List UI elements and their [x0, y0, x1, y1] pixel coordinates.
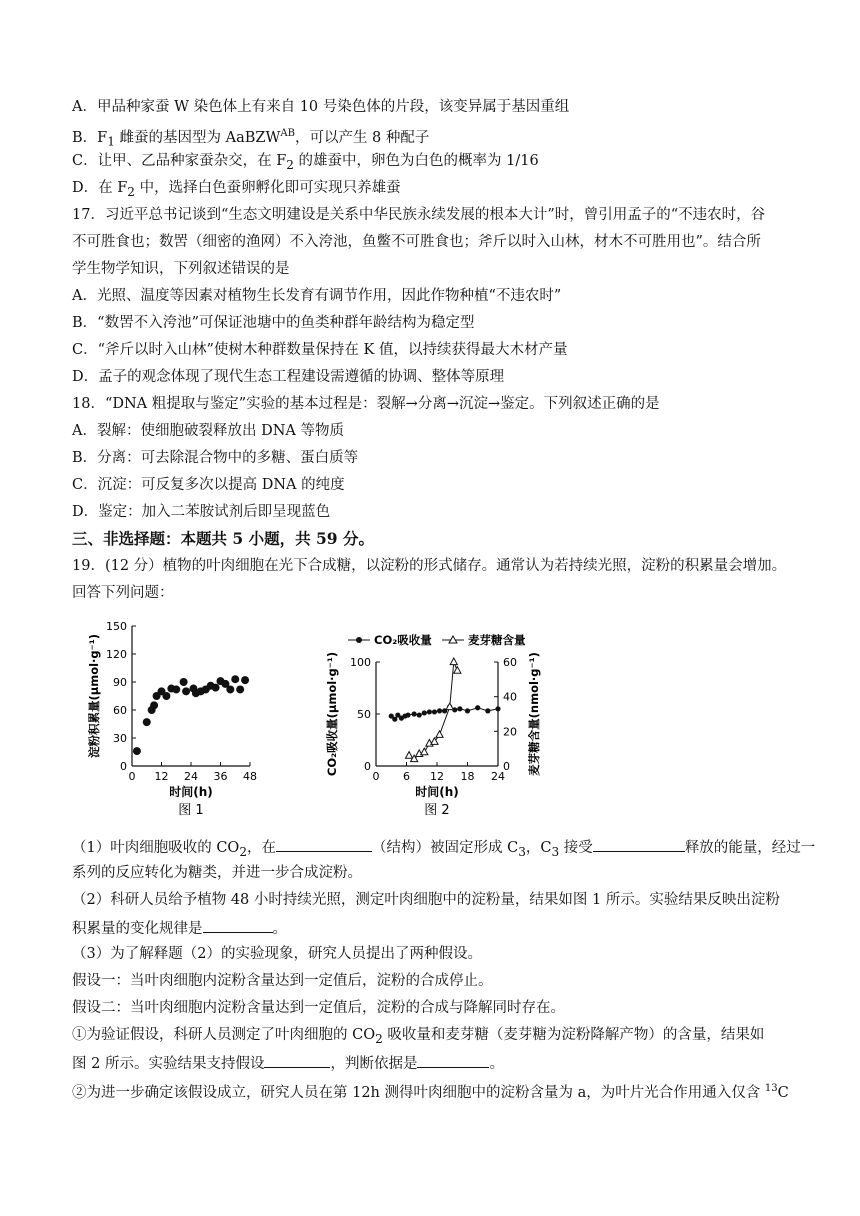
- q17-option-b: B．“数罟不入洿池”可保证池塘中的鱼类种群年龄结构为稳定型: [72, 315, 475, 331]
- q19-part1-line2: 系列的反应转化为糖类，并进一步合成淀粉。: [72, 865, 362, 881]
- co2-data-point: [437, 708, 442, 713]
- maltose-data-point: [405, 752, 412, 759]
- q19-part3-intro: （3）为了解释题（2）的实验现象，研究人员提出了两种假设。: [72, 946, 482, 962]
- y-left-tick-label: 50: [357, 708, 371, 721]
- answer-blank-pattern[interactable]: [203, 917, 273, 933]
- y-tick-label: 30: [113, 732, 127, 745]
- x-tick-label: 24: [491, 770, 505, 783]
- x-tick-label: 6: [403, 770, 410, 783]
- q18-option-a: A．裂解：使细胞破裂释放出 DNA 等物质: [72, 423, 344, 439]
- q16-option-b: B．$F_1$ 雌蚕的基因型为 AaBZW$^{AB}$，可以产生 8 种配子: [72, 128, 430, 149]
- y-tick-label: 120: [106, 648, 127, 661]
- q18-option-d: D．鉴定：加入二苯胺试剂后即呈现蓝色: [72, 504, 331, 520]
- q16-option-a: A．甲品种家蚕 W 染色体上有来自 10 号染色体的片段，该变异属于基因重组: [72, 99, 570, 115]
- q17-option-a: A．光照、温度等因素对植物生长发育有调节作用，因此作物种植“不违农时”: [72, 288, 562, 304]
- data-point: [172, 685, 180, 693]
- x-tick-label: 18: [460, 770, 475, 783]
- y-axis-right-label: 麦芽糖含量(nmol·g⁻¹): [527, 652, 541, 776]
- q19-stem-line1: 19．(12 分）植物的叶肉细胞在光下合成糖，以淀粉的形式储存。通常认为若持续光照，淀粉的积累量会增加。: [72, 558, 787, 574]
- co2-data-point: [427, 709, 432, 714]
- q19-stem-line2: 回答下列问题：: [72, 585, 174, 601]
- co2-data-point: [422, 710, 427, 715]
- figure-caption: 图 2: [424, 803, 450, 818]
- x-tick-label: 0: [372, 770, 380, 783]
- x-tick-label: 12: [154, 770, 169, 783]
- q19-part3-c1-line2: 图 2 所示。实验结果支持假设 ，判断依据是 。: [72, 1052, 504, 1074]
- data-point: [143, 718, 151, 726]
- q19-part2-line2: 积累量的变化规律是 。: [72, 917, 287, 939]
- y-right-tick-label: 40: [503, 690, 517, 704]
- maltose-data-point: [450, 658, 457, 665]
- legend-co2-marker: [356, 637, 362, 643]
- y-right-tick-label: 60: [503, 656, 517, 669]
- x-tick-label: 48: [243, 770, 257, 783]
- q18-option-b: B．分离：可去除混合物中的多糖、蛋白质等: [72, 450, 359, 466]
- q17-option-c: C．“斧斤以时入山林”使树木种群数量保持在 K 值，以持续获得最大木材产量: [72, 342, 568, 358]
- data-point: [180, 678, 188, 686]
- q18-option-c: C．沉淀：可反复多次以提高 DNA 的纯度: [72, 477, 345, 493]
- figure-2-chart: [318, 612, 558, 822]
- x-tick-label: 24: [184, 770, 198, 783]
- co2-data-point: [405, 712, 410, 717]
- data-point: [150, 701, 158, 709]
- maltose-data-point: [436, 731, 443, 738]
- q16-option-d: D．在 $F_2$ 中，选择白色蚕卵孵化即可实现只养雄蚕: [72, 180, 401, 199]
- y-tick-label: 0: [120, 760, 127, 773]
- q17-option-d: D．孟子的观念体现了现代生态工程建设需遵循的协调、整体等原理: [72, 369, 505, 385]
- q19-part3-c1-line1: ①为验证假设，科研人员测定了叶肉细胞的 $CO_2$ 吸收量和麦芽糖（麦芽糖为淀粉降解产物）的含量，结果如: [72, 1027, 765, 1046]
- co2-data-point: [412, 711, 417, 716]
- q19-part2-line1: （2）科研人员给予植物 48 小时持续光照，测定叶肉细胞中的淀粉量，结果如图 1 所示。实验结果反映出淀粉: [72, 892, 780, 908]
- co2-data-point: [465, 708, 470, 713]
- y-axis-label: 淀粉积累量(μmol·g⁻¹): [87, 633, 101, 759]
- answer-blank-hypothesis[interactable]: [264, 1052, 330, 1068]
- maltose-data-point: [454, 667, 461, 674]
- co2-data-point: [417, 712, 422, 717]
- x-axis-label: 时间(h): [169, 785, 213, 799]
- data-point: [162, 692, 170, 700]
- data-point: [236, 685, 244, 693]
- q16-option-c: C．让甲、乙品种家蚕杂交，在 $F_2$ 的雄蚕中，卵色为白色的概率为 1/16: [72, 153, 539, 172]
- y-tick-label: 90: [113, 676, 127, 689]
- q19-hypothesis-1: 假设一：当叶肉细胞内淀粉含量达到一定值后，淀粉的合成停止。: [72, 973, 493, 989]
- answer-blank-structure[interactable]: [276, 836, 372, 852]
- y-right-tick-label: 20: [503, 725, 517, 739]
- q19-part3-c2-line1: ②为进一步确定该假设成立，研究人员在第 12h 测得叶肉细胞中的淀粉含量为 a，为叶片光合作用通入仅含 $^{13}$C: [72, 1083, 789, 1101]
- y-left-tick-label: 0: [364, 760, 371, 773]
- maltose-data-point: [421, 748, 428, 755]
- y-left-tick-label: 100: [350, 656, 371, 669]
- legend-maltose-label: 麦芽糖含量: [468, 633, 526, 647]
- section-heading: 三、非选择题：本题共 5 小题，共 59 分。: [72, 529, 374, 548]
- figure-1-chart: [80, 612, 260, 822]
- q17-stem-line2: 不可胜食也；数罟（细密的渔网）不入洿池，鱼鳖不可胜食也；斧斤以时入山林，材木不可胜用也”。结合所: [72, 234, 761, 250]
- co2-data-point: [495, 706, 500, 711]
- figure-caption: 图 1: [178, 803, 204, 818]
- y-tick-label: 150: [106, 620, 127, 633]
- q17-stem-line1: 17．习近平总书记谈到“生态文明建设是关系中华民族永续发展的根本大计”时，曾引用孟子的“不违农时，谷: [72, 207, 766, 223]
- co2-data-point: [392, 717, 397, 722]
- co2-data-point: [432, 709, 437, 714]
- co2-data-point: [485, 708, 490, 713]
- q19-hypothesis-2: 假设二：当叶肉细胞内淀粉含量达到一定值后，淀粉的合成与降解同时存在。: [72, 1000, 565, 1016]
- data-point: [133, 747, 141, 755]
- data-point: [231, 675, 239, 683]
- q17-stem-line3: 学生物学知识，下列叙述错误的是: [72, 261, 290, 277]
- x-axis-label: 时间(h): [415, 785, 459, 799]
- x-tick-label: 12: [430, 770, 444, 783]
- x-tick-label: 36: [213, 770, 228, 783]
- q19-part1-line1: （1）叶肉细胞吸收的 $CO_2$，在 （结构）被固定形成 $C_3$，$C_3$ 接受 释放的能量，经过一: [72, 836, 815, 862]
- answer-blank-reason[interactable]: [417, 1052, 489, 1068]
- x-tick-label: 0: [128, 770, 136, 783]
- y-tick-label: 60: [113, 704, 127, 717]
- q18-stem: 18．“DNA 粗提取与鉴定”实验的基本过程是：裂解→分离→沉淀→鉴定。下列叙述正确的是: [72, 396, 660, 412]
- data-point: [241, 676, 249, 684]
- co2-data-point: [457, 706, 462, 711]
- answer-blank-energy[interactable]: [593, 836, 685, 852]
- legend-co2-label: CO₂吸收量: [374, 633, 432, 647]
- y-axis-left-label: CO₂吸收量(μmol·g⁻¹): [325, 651, 339, 777]
- data-point: [212, 684, 220, 692]
- data-point: [226, 685, 234, 693]
- y-right-tick-label: 0: [503, 760, 510, 773]
- co2-data-point: [475, 705, 480, 710]
- data-point: [182, 687, 190, 695]
